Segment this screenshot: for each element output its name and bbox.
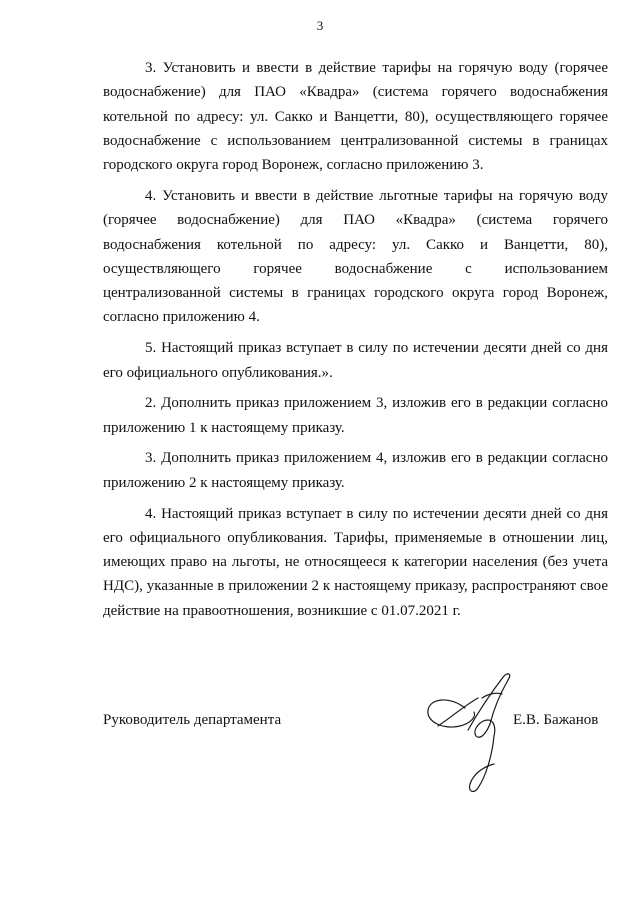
paragraph-supplement-appendix-3: 2. Дополнить приказ приложением 3, изложив его в редакции согласно приложению 1 к настоящему приказу. bbox=[103, 395, 608, 436]
paragraph-effective-date: 4. Настоящий приказ вступает в силу по истечении десяти дней со дня его официального опубликования. Тарифы, применяемые в отношении лиц, имеющих право на льготы, не относящееся к категории населения (без учета НДС), указанные в приложении 2 к настоящему приказу, распространяют свое действие на правоотношения, возникшие с 01.07.2021 г. bbox=[103, 505, 608, 619]
document-body bbox=[103, 56, 608, 623]
paragraph-tariffs-hot-water: 3. Установить и ввести в действие тарифы на горячую воду (горячее водоснабжение) для ПАО «Квадра» (система горячего водоснабжения котельной по адресу: ул. Сакко и Ванцетти, 80), осуществляющего горячее водоснабжение с использованием централизованной системы в границах городского округа город Воронеж, согласно приложению 3. bbox=[103, 60, 608, 174]
page-number: 3 bbox=[316, 18, 324, 33]
handwritten-signature bbox=[420, 668, 535, 803]
signatory-name: Е.В. Бажанов bbox=[513, 712, 599, 728]
signatory-role: Руководитель департамента bbox=[103, 712, 282, 728]
paragraph-supplement-appendix-4: 3. Дополнить приказ приложением 4, изложив его в редакции согласно приложению 2 к настоящему приказу. bbox=[103, 450, 608, 491]
paragraph-preferential-tariffs: 4. Установить и ввести в действие льготные тарифы на горячую воду (горячее водоснабжение) для ПАО «Квадра» (система горячего водоснабжения котельной по адресу: ул. Сакко и Ванцетти, 80), осуществляющего горячее водоснабжение с использованием централизованной системы в границах городского округа город Воронеж, согласно приложению 4. bbox=[103, 187, 608, 326]
paragraph-order-effective: 5. Настоящий приказ вступает в силу по истечении десяти дней со дня его официального опубликования.». bbox=[103, 340, 608, 381]
